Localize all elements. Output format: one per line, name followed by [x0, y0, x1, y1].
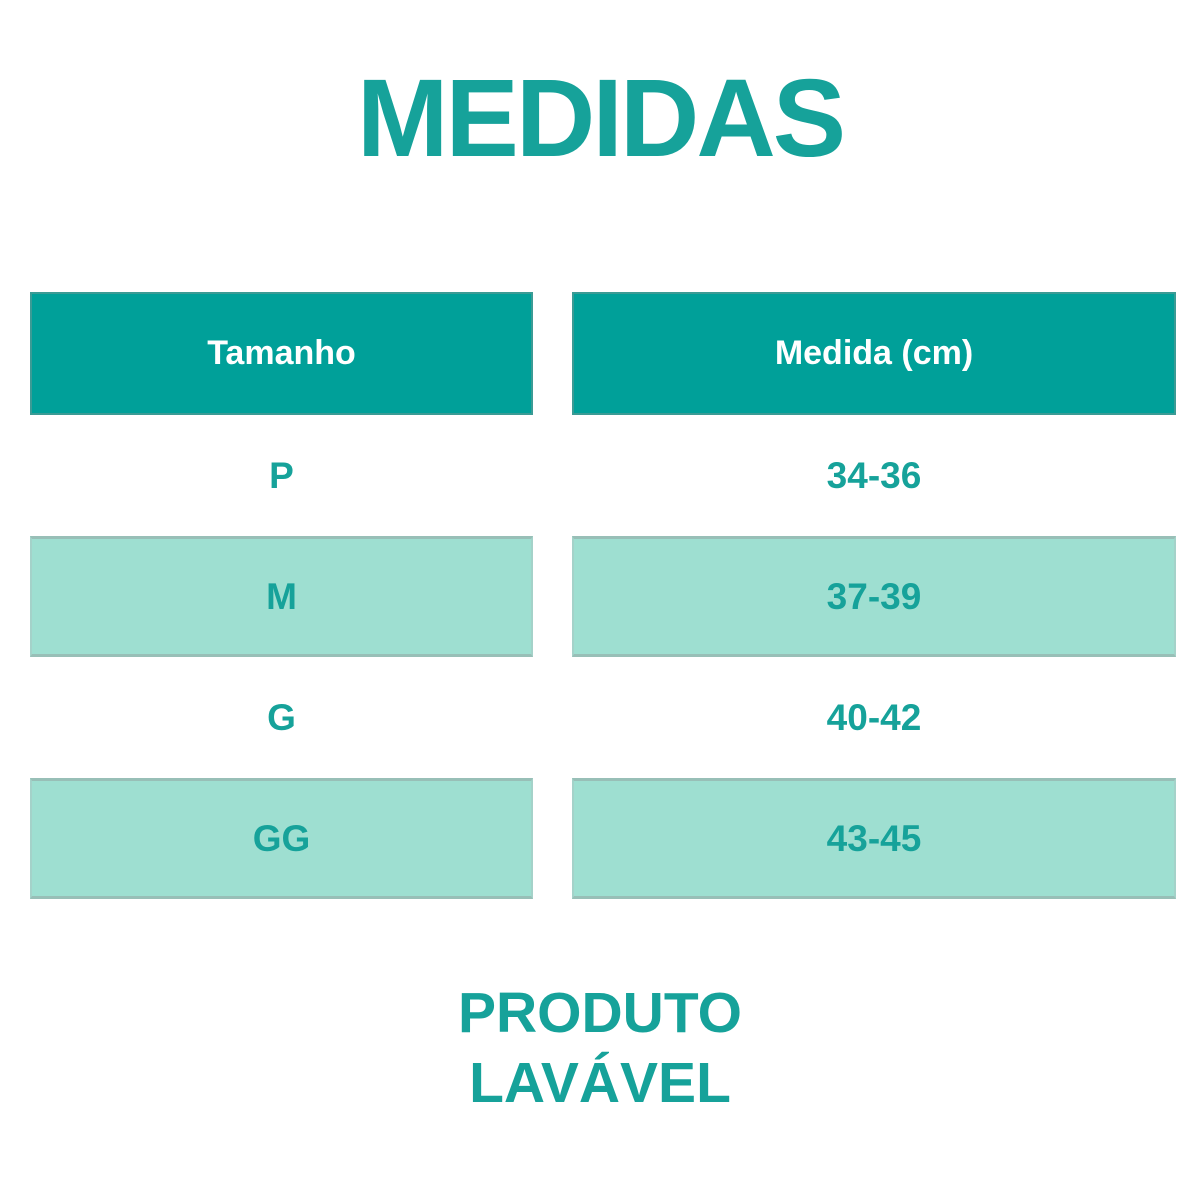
- column-header-medida: Medida (cm): [572, 292, 1176, 415]
- tamanho-cell-p: P: [269, 454, 294, 496]
- medida-cell-g: 40-42: [826, 696, 922, 738]
- medida-cell-p: 34-36: [826, 454, 922, 496]
- column-header-tamanho: Tamanho: [30, 292, 533, 415]
- tamanho-cell-g: G: [267, 696, 296, 738]
- footer-note: [0, 978, 1200, 1118]
- size-table-column-medida: [572, 292, 1176, 899]
- size-table-column-tamanho: [30, 292, 533, 899]
- medida-cell-gg: 43-45: [572, 778, 1176, 899]
- tamanho-cell-gg: GG: [30, 778, 533, 899]
- medida-cell-m: 37-39: [572, 536, 1176, 657]
- footer-note-line2: LAVÁVEL: [469, 1051, 731, 1115]
- tamanho-cell-m: M: [30, 536, 533, 657]
- page-title: MEDIDAS: [356, 57, 844, 180]
- footer-note-line1: PRODUTO: [458, 981, 742, 1045]
- size-table: [30, 292, 1176, 899]
